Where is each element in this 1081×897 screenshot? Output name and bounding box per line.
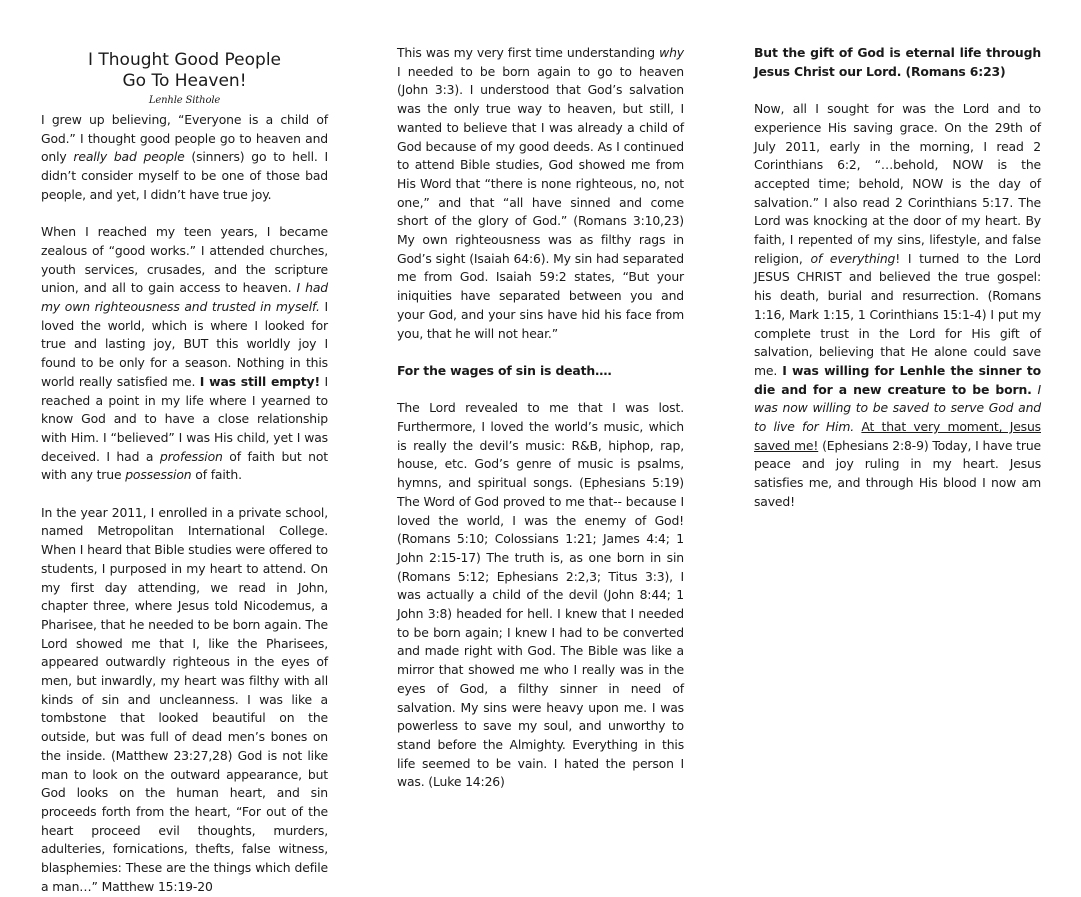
heading-wages-of-sin: For the wages of sin is death…. <box>397 362 612 378</box>
strong: I was willing for Lenhle the sinner to die and for a new creature to be born. <box>754 362 1041 397</box>
emphasis: possession <box>125 467 192 483</box>
paragraph-3 <box>41 504 328 897</box>
column-right <box>754 44 1041 512</box>
title-line-2: Go To Heaven! <box>122 71 247 91</box>
text: The Lord revealed to me that I was lost. Furthermore, I loved the world’s music, which is really the devil’s music: R&B, hiphop, rap, house, etc. God’s genre of music is psalms, hymns, and spiritual songs. (Ephesians 5:19) The Word of God proved to me that-- because I loved the world, I was the enemy of God! (Romans 5:10; Colossians 1:21; James 4:4; 1 John 2:15-17) The truth is, as one born in sin (Romans 5:12; Ephesians 2:2,3; Titus 3:3), I was actually a child of the devil (John 8:44; 1 John 3:8) headed for hell. I knew that I needed to be born again; I knew I had to be converted and made right with God. The Bible was like a mirror that showed me who I really was in the eyes of God, a filthy sinner in need of salvation. My sins were heavy upon me. I was powerless to save my soul, and unworthy to stand before the Almighty. Everything in this life seemed to be vain. I hated the person I was. (Luke 14:26) <box>397 400 684 790</box>
article-title <box>41 50 328 92</box>
text: I loved the world, which is where I looked for true and lasting joy, BUT this worldly joy I found to be only for a season. Nothing in this world really satisfied me. <box>41 299 328 389</box>
underlined: At that very moment, Jesus saved me! <box>754 419 1041 453</box>
text: of faith. <box>191 467 242 483</box>
emphasis: I had my own righteousness and trusted in myself. <box>41 280 328 315</box>
text: I grew up believing, “Everyone is a child of God.” I thought good people go to heaven and only <box>41 112 328 165</box>
emphasis: really bad people <box>73 149 185 165</box>
paragraph-5 <box>397 399 684 792</box>
text: (sinners) go to hell. I didn’t consider myself to be one of those bad people, and yet, I didn’t have true joy. <box>41 149 328 202</box>
text: I reached a point in my life where I yearned to know God and to have a close relationship with Him. I “believed” I was His child, yet I was deceived. I had a <box>41 373 328 464</box>
paragraph-2 <box>41 223 328 485</box>
text: In the year 2011, I enrolled in a private school, named Metropolitan International College. When I heard that Bible studies were offered to students, I purposed in my heart to attend. On my first day attending, we read in John, chapter three, where Jesus told Nicodemus, a Pharisee, that he needed to be born again. The Lord showed me that I, like the Pharisees, appeared outwardly righteous in the eyes of men, but inwardly, my heart was filthy with all kinds of sin and uncleanness. I was like a tombstone that looked beautiful on the outside, but was full of dead men’s bones on the inside. (Matthew 23:27,28) God is not like man to look on the outward appearance, but God looks on the human heart, and sin proceeds forth from the heart, “For out of the heart proceed evil thoughts, murders, adulteries, fornications, thefts, false witness, blasphemies: These are the things which defile a man…” Matthew 15:19-20 <box>41 504 328 894</box>
paragraph-1 <box>41 111 328 205</box>
emphasis: why <box>659 45 684 60</box>
text: of faith but not with any true <box>41 448 328 483</box>
text: I needed to be born again to go to heaven (John 3:3). I understood that God’s salvation was the only true way to heaven, but still, I wanted to believe that I was already a child of God because of my good deeds. As I continued to attend Bible studies, God showed me from His Word that “there is none righteous, no, not one,” and that “all have sinned and come short of the glory of God.” (Romans 3:10,23) My own righteousness was as filthy rags in God’s sight (Isaiah 64:6). My sin had separated me from God. Isaiah 59:2 states, “But your iniquities have separated between you and your God, and your sins have hid his face from you, that he will not hear.” <box>397 63 684 341</box>
heading-gift-of-god: But the gift of God is eternal life through Jesus Christ our Lord. (Romans 6:23) <box>754 45 1041 79</box>
emphasis: profession <box>159 448 223 464</box>
column-middle <box>397 44 684 792</box>
title-line-1: I Thought Good People <box>87 50 282 70</box>
text: (Ephesians 2:8-9) Today, I have true peace and joy ruling in my heart. Jesus satisfies me, and through His blood I now am saved! <box>754 437 1041 509</box>
text: Now, all I sought for was the Lord and to experience His saving grace. On the 29th of July 2011, early in the morning, I read 2 Corinthians 6:2, “…behold, NOW is the accepted time; behold, NOW is the day of salvation.” I also read 2 Corinthians 5:17. The Lord was knocking at the door of my heart. By faith, I repented of my sins, lifestyle, and false religion, <box>754 101 1041 266</box>
text: When I reached my teen years, I became zealous of “good works.” I attended churches, youth services, crusades, and the scripture union, and all to gain access to heaven. <box>41 224 328 296</box>
paragraph-6 <box>754 100 1041 511</box>
paragraph-4 <box>397 44 684 343</box>
emphasis: of everything <box>810 250 896 266</box>
emphasis: I was now willing to be saved to serve God and to live for Him. <box>754 381 1041 435</box>
column-left <box>41 50 328 897</box>
text: ! I turned to the Lord JESUS CHRIST and believed the true gospel: his death, burial and resurrection. (Romans 1:16, Mark 1:15, 1 Corinthians 15:1-4) I put my complete trust in the Lord for His gift of salvation, believing that He alone could save me. <box>754 250 1041 378</box>
strong: I was still empty! <box>199 373 320 389</box>
author-byline: Lenhle Sithole <box>148 95 221 106</box>
text: This was my very first time understanding <box>397 45 660 60</box>
